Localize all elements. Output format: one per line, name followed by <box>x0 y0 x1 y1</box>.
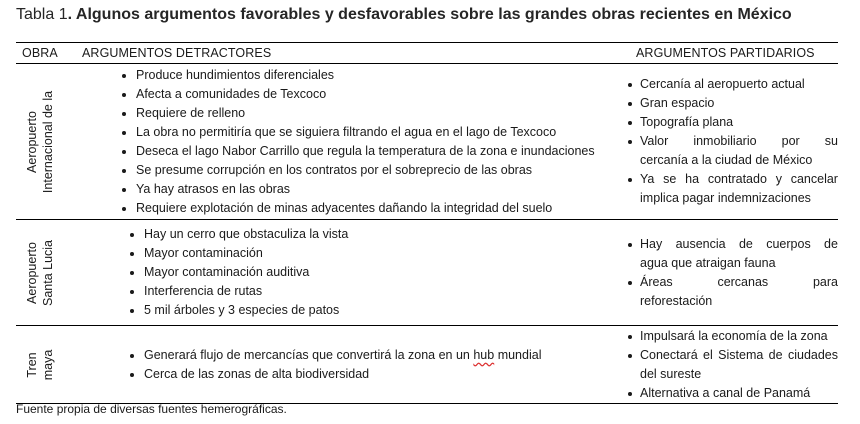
obra-label: Tren maya <box>25 349 55 380</box>
list-item: Requiere de relleno <box>64 104 624 123</box>
partidarios-cell <box>624 326 838 404</box>
obra-label: Aeropuerto Internacional de la <box>25 90 55 193</box>
obra-cell <box>16 326 64 404</box>
partidarios-list <box>624 75 838 208</box>
source-note: Fuente propia de diversas fuentes hemerográficas. <box>16 402 287 416</box>
list-item: Mayor contaminación <box>64 244 624 263</box>
obra-label: Aeropuerto Santa Lucia <box>25 239 55 306</box>
detractores-cell <box>64 64 624 220</box>
list-item: Mayor contaminación auditiva <box>64 263 624 282</box>
list-item: Áreas cercanas para reforestación <box>624 273 838 311</box>
works-table <box>16 42 838 404</box>
header-detractores: ARGUMENTOS DETRACTORES <box>64 43 624 64</box>
header-row <box>16 43 838 64</box>
list-item: Alternativa a canal de Panamá <box>624 384 838 403</box>
partidarios-cell <box>624 220 838 326</box>
list-item: Requiere explotación de minas adyacentes dañando la integridad del suelo <box>64 199 624 218</box>
list-item: 5 mil árboles y 3 especies de patos <box>64 301 624 320</box>
caption-title: . Algunos argumentos favorables y desfavorables sobre las grandes obras recientes en México <box>67 6 792 23</box>
obra-cell <box>16 220 64 326</box>
list-item: Produce hundimientos diferenciales <box>64 66 624 85</box>
list-item: Cercanía al aeropuerto actual <box>624 75 838 94</box>
list-item: Generará flujo de mercancías que convertirá la zona en un hub mundial <box>64 346 624 365</box>
list-item: Gran espacio <box>624 94 838 113</box>
detractores-list <box>64 346 624 384</box>
table-row <box>16 220 838 326</box>
list-item: Topografía plana <box>624 113 838 132</box>
partidarios-list <box>624 235 838 311</box>
caption-prefix: Tabla 1 <box>16 6 68 23</box>
table-caption <box>16 6 792 24</box>
list-item: Hay un cerro que obstaculiza la vista <box>64 225 624 244</box>
detractores-list <box>64 225 624 320</box>
list-item: Valor inmobiliario por su cercanía a la ciudad de México <box>624 132 838 170</box>
list-item: Cerca de las zonas de alta biodiversidad <box>64 365 624 384</box>
partidarios-cell <box>624 64 838 220</box>
list-item: Deseca el lago Nabor Carrillo que regula la temperatura de la zona e inundaciones <box>64 142 624 161</box>
detractores-cell <box>64 326 624 404</box>
partidarios-list <box>624 327 838 403</box>
header-obra: OBRA <box>16 43 64 64</box>
list-item: Ya hay atrasos en las obras <box>64 180 624 199</box>
list-item: La obra no permitiría que se siguiera filtrando el agua en el lago de Texcoco <box>64 123 624 142</box>
table-row <box>16 326 838 404</box>
list-item: Afecta a comunidades de Texcoco <box>64 85 624 104</box>
list-item: Ya se ha contratado y cancelar implica pagar indemnizaciones <box>624 170 838 208</box>
list-item: Interferencia de rutas <box>64 282 624 301</box>
list-item: Conectará el Sistema de ciudades del sureste <box>624 346 838 384</box>
list-item: Hay ausencia de cuerpos de agua que atraigan fauna <box>624 235 838 273</box>
obra-cell <box>16 64 64 220</box>
table-row <box>16 64 838 220</box>
list-item: Impulsará la economía de la zona <box>624 327 838 346</box>
list-item: Se presume corrupción en los contratos por el sobreprecio de las obras <box>64 161 624 180</box>
detractores-cell <box>64 220 624 326</box>
header-partidarios: ARGUMENTOS PARTIDARIOS <box>624 43 838 64</box>
detractores-list <box>64 66 624 218</box>
